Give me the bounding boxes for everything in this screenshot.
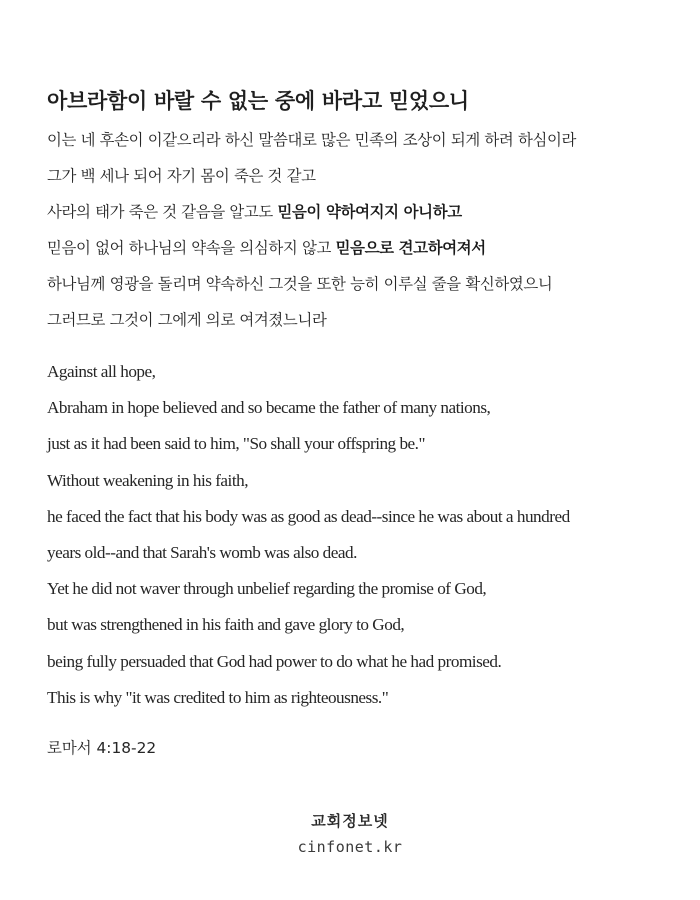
- english-verse-line: years old--and that Sarah's womb was also dead.: [47, 542, 357, 562]
- verse-text: 그러므로 그것이 그에게 의로 여겨졌느니라: [47, 311, 327, 329]
- brand-korean-name: 교회정보넷: [311, 812, 389, 830]
- english-verse-line: but was strengthened in his faith and gave glory to God,: [47, 615, 405, 635]
- verse-text: 사라의 태가 죽은 것 같음을 알고도: [47, 203, 278, 221]
- english-verse-line: Against all hope,: [47, 362, 156, 381]
- english-verse-line: just as it had been said to him, "So shall your offspring be.": [47, 434, 425, 454]
- emphasized-phrase: 믿음이 약하여지지 아니하고: [277, 203, 462, 221]
- english-verse-line: he faced the fact that his body was as good as dead--since he was about a hundred: [47, 506, 570, 526]
- verse-text: 이는 네 후손이 이같으리라 하신 말씀대로 많은 민족의 조상이 되게 하려 하심이라: [47, 131, 577, 149]
- korean-verse-line: [47, 266, 687, 302]
- verse-text: 하나님께 영광을 돌리며 약속하신 그것을 또한 능히 이루실 줄을 확신하였으니: [47, 275, 553, 293]
- english-verse-line: being fully persuaded that God had power to do what he had promised.: [47, 651, 502, 671]
- english-verse-line: This is why "it was credited to him as righteousness.": [47, 687, 389, 707]
- korean-verse-line: [47, 230, 687, 266]
- emphasized-phrase: 믿음으로 견고하여져서: [335, 239, 486, 257]
- site-brand: [0, 808, 700, 860]
- korean-verse-line: [47, 302, 687, 338]
- english-verse-line: Abraham in hope believed and so became the father of many nations,: [47, 398, 491, 418]
- page-title: 아브라함이 바랄 수 없는 중에 바라고 믿었으니: [47, 89, 469, 113]
- english-verse-block: [47, 354, 687, 716]
- english-verse-line: Yet he did not waver through unbelief regarding the promise of God,: [47, 579, 487, 599]
- verse-reference: 로마서 4:18-22: [47, 738, 157, 757]
- korean-verse-line: [47, 158, 687, 194]
- scripture-page: [47, 86, 687, 766]
- verse-text: 그가 백 세나 되어 자기 몸이 죽은 것 같고: [47, 167, 316, 185]
- korean-verse-line: [47, 122, 687, 158]
- english-verse-line: Without weakening in his faith,: [47, 470, 248, 490]
- korean-verse-block: [47, 122, 687, 338]
- brand-url: cinfonet.kr: [297, 838, 403, 856]
- verse-text: 믿음이 없어 하나님의 약속을 의심하지 않고: [47, 239, 336, 257]
- korean-verse-line: [47, 194, 687, 230]
